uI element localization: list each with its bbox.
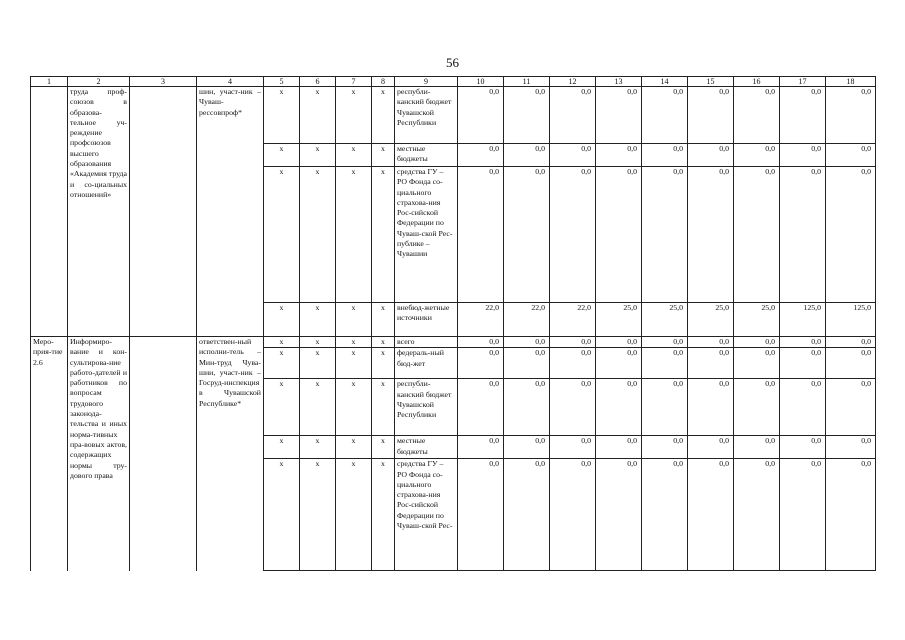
value-cell: 0,0: [504, 144, 550, 167]
value-cell: 0,0: [826, 379, 876, 436]
value-cell: 0,0: [688, 144, 734, 167]
mark-cell: x: [264, 337, 300, 348]
value-cell: 0,0: [458, 337, 504, 348]
value-cell: 0,0: [504, 348, 550, 379]
table-row: [31, 337, 876, 348]
mark-cell: x: [336, 337, 372, 348]
value-cell: 0,0: [550, 348, 596, 379]
value-cell: 22,0: [504, 303, 550, 337]
value-cell: 0,0: [688, 379, 734, 436]
value-cell: 0,0: [458, 379, 504, 436]
value-cell: 22,0: [550, 303, 596, 337]
value-cell: 0,0: [596, 348, 642, 379]
header-cell: 17: [780, 77, 826, 87]
value-cell: 0,0: [596, 459, 642, 571]
header-cell: 4: [197, 77, 264, 87]
mark-cell: x: [372, 337, 395, 348]
value-cell: 0,0: [596, 436, 642, 459]
value-cell: 0,0: [642, 144, 688, 167]
empty-cell: [130, 87, 197, 337]
value-cell: 0,0: [504, 87, 550, 144]
budget-table: [30, 76, 876, 571]
mark-cell: x: [336, 303, 372, 337]
header-cell: 18: [826, 77, 876, 87]
value-cell: 0,0: [688, 436, 734, 459]
value-cell: 0,0: [596, 337, 642, 348]
mark-cell: x: [264, 348, 300, 379]
mark-cell: x: [372, 459, 395, 571]
value-cell: 0,0: [734, 348, 780, 379]
header-cell: 12: [550, 77, 596, 87]
header-cell: 15: [688, 77, 734, 87]
value-cell: 0,0: [780, 87, 826, 144]
empty-cell: [130, 337, 197, 571]
value-cell: 125,0: [826, 303, 876, 337]
header-cell: 2: [68, 77, 130, 87]
value-cell: 0,0: [780, 459, 826, 571]
value-cell: 0,0: [688, 459, 734, 571]
value-cell: 0,0: [688, 337, 734, 348]
value-cell: 0,0: [596, 87, 642, 144]
value-cell: 0,0: [458, 436, 504, 459]
value-cell: 0,0: [826, 87, 876, 144]
value-cell: 0,0: [596, 144, 642, 167]
mark-cell: x: [264, 303, 300, 337]
mark-cell: x: [372, 379, 395, 436]
value-cell: 0,0: [734, 337, 780, 348]
value-cell: 0,0: [734, 436, 780, 459]
value-cell: 0,0: [826, 436, 876, 459]
value-cell: 0,0: [734, 379, 780, 436]
value-cell: 0,0: [734, 144, 780, 167]
value-cell: 25,0: [596, 303, 642, 337]
mark-cell: x: [264, 144, 300, 167]
value-cell: 25,0: [734, 303, 780, 337]
value-cell: 0,0: [734, 459, 780, 571]
value-cell: 0,0: [826, 337, 876, 348]
value-cell: 0,0: [550, 436, 596, 459]
value-cell: 0,0: [642, 337, 688, 348]
mark-cell: x: [336, 379, 372, 436]
value-cell: 0,0: [826, 459, 876, 571]
value-cell: 0,0: [780, 337, 826, 348]
mark-cell: x: [264, 379, 300, 436]
mark-cell: x: [372, 167, 395, 303]
header-cell: 11: [504, 77, 550, 87]
mark-cell: x: [372, 87, 395, 144]
mark-cell: x: [336, 87, 372, 144]
mark-cell: x: [336, 144, 372, 167]
activity-code-cell: [31, 87, 68, 337]
funding-source-cell: средства ГУ – РО Фонда со-циального страхова-ния Рос-сийской Федерации по Чуваш-ской Рес-публике – Чувашии: [395, 167, 458, 303]
value-cell: 0,0: [458, 348, 504, 379]
activity-name-cell: труда проф-союзов в образова-тельное уч-реждение профсоюзов высшего образования «Академия труда и со-циальных отношений»: [68, 87, 130, 337]
mark-cell: x: [300, 459, 336, 571]
value-cell: 0,0: [642, 167, 688, 303]
value-cell: 0,0: [504, 337, 550, 348]
value-cell: 0,0: [504, 379, 550, 436]
header-cell: 7: [336, 77, 372, 87]
header-cell: 5: [264, 77, 300, 87]
value-cell: 0,0: [688, 348, 734, 379]
value-cell: 0,0: [458, 87, 504, 144]
value-cell: 22,0: [458, 303, 504, 337]
value-cell: 0,0: [550, 87, 596, 144]
mark-cell: x: [264, 167, 300, 303]
mark-cell: x: [372, 303, 395, 337]
mark-cell: x: [300, 303, 336, 337]
value-cell: 0,0: [688, 87, 734, 144]
mark-cell: x: [264, 436, 300, 459]
funding-source-cell: местные бюджеты: [395, 144, 458, 167]
value-cell: 0,0: [642, 348, 688, 379]
mark-cell: x: [336, 167, 372, 303]
responsible-cell: ответствен-ный исполни-тель – Мин-труд Чува-шии, участ-ник – Госруд-инспекция в Чувашской Республике*: [197, 337, 264, 571]
value-cell: 0,0: [504, 436, 550, 459]
header-cell: 1: [31, 77, 68, 87]
header-cell: 8: [372, 77, 395, 87]
mark-cell: x: [336, 459, 372, 571]
value-cell: 0,0: [458, 167, 504, 303]
page-number: 56: [446, 55, 459, 70]
mark-cell: x: [372, 348, 395, 379]
value-cell: 0,0: [596, 379, 642, 436]
mark-cell: x: [336, 436, 372, 459]
value-cell: 0,0: [826, 348, 876, 379]
mark-cell: x: [300, 167, 336, 303]
mark-cell: x: [372, 436, 395, 459]
value-cell: 0,0: [550, 379, 596, 436]
value-cell: 0,0: [734, 87, 780, 144]
value-cell: 0,0: [458, 459, 504, 571]
value-cell: 125,0: [780, 303, 826, 337]
value-cell: 0,0: [780, 348, 826, 379]
mark-cell: x: [336, 348, 372, 379]
funding-source-cell: федераль-ный бюд-жет: [395, 348, 458, 379]
value-cell: 0,0: [780, 144, 826, 167]
value-cell: 0,0: [780, 379, 826, 436]
header-cell: 3: [130, 77, 197, 87]
value-cell: 0,0: [458, 144, 504, 167]
value-cell: 0,0: [550, 144, 596, 167]
value-cell: 0,0: [504, 459, 550, 571]
mark-cell: x: [300, 348, 336, 379]
header-cell: 16: [734, 77, 780, 87]
mark-cell: x: [300, 337, 336, 348]
value-cell: 0,0: [780, 167, 826, 303]
header-cell: 6: [300, 77, 336, 87]
funding-source-cell: республи-канский бюджет Чувашской Республики: [395, 87, 458, 144]
header-cell: 9: [395, 77, 458, 87]
value-cell: 0,0: [642, 87, 688, 144]
funding-source-cell: всего: [395, 337, 458, 348]
value-cell: 0,0: [688, 167, 734, 303]
header-cell: 13: [596, 77, 642, 87]
value-cell: 0,0: [826, 144, 876, 167]
mark-cell: x: [264, 87, 300, 144]
value-cell: 0,0: [826, 167, 876, 303]
header-row: [31, 77, 876, 87]
value-cell: 0,0: [550, 459, 596, 571]
value-cell: 0,0: [642, 436, 688, 459]
funding-source-cell: республи-канский бюджет Чувашской Республики: [395, 379, 458, 436]
funding-source-cell: внебюд-жетные источники: [395, 303, 458, 337]
mark-cell: x: [372, 144, 395, 167]
mark-cell: x: [300, 436, 336, 459]
value-cell: 25,0: [642, 303, 688, 337]
value-cell: 0,0: [550, 337, 596, 348]
mark-cell: x: [264, 459, 300, 571]
table-row: [31, 87, 876, 144]
value-cell: 0,0: [642, 459, 688, 571]
value-cell: 0,0: [596, 167, 642, 303]
value-cell: 0,0: [504, 167, 550, 303]
value-cell: 0,0: [734, 167, 780, 303]
responsible-cell: шин, участ-ник – Чуваш-рессовпроф*: [197, 87, 264, 337]
activity-code-cell: Меро-прия-тие 2.6: [31, 337, 68, 571]
mark-cell: x: [300, 144, 336, 167]
value-cell: 0,0: [642, 379, 688, 436]
table-body: [31, 77, 876, 571]
header-cell: 14: [642, 77, 688, 87]
value-cell: 0,0: [780, 436, 826, 459]
activity-name-cell: Информиро-вание и кон-сультирова-ние работо-дателей и работников по вопросам трудового законода-тельства и иных норма-тивных пра-вовых актов, содержащих нормы тру-дового права: [68, 337, 130, 571]
value-cell: 0,0: [550, 167, 596, 303]
mark-cell: x: [300, 379, 336, 436]
mark-cell: x: [300, 87, 336, 144]
funding-source-cell: местные бюджеты: [395, 436, 458, 459]
funding-source-cell: средства ГУ – РО Фонда со-циального страхова-ния Рос-сийской Федерации по Чуваш-ской Рес-: [395, 459, 458, 571]
value-cell: 25,0: [688, 303, 734, 337]
header-cell: 10: [458, 77, 504, 87]
